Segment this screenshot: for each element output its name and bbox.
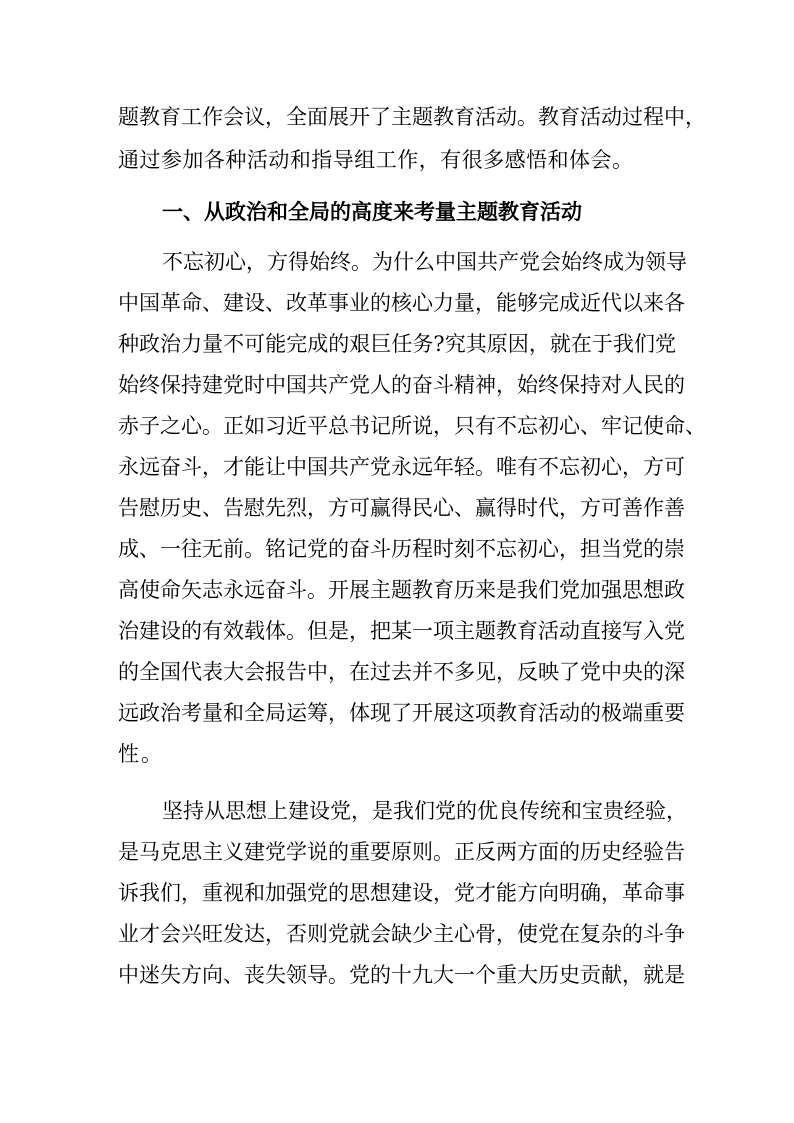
- text-line: 远政治考量和全局运筹，体现了开展这项教育活动的极端重要: [118, 701, 685, 725]
- paragraph-2-line-2: [0, 284, 794, 322]
- paragraph-2-line-4: [0, 366, 794, 404]
- text-line: 业才会兴旺发达，否则党就会缺少主心骨，使党在复杂的斗争: [118, 922, 685, 946]
- text-line: 不忘初心，方得始终。为什么中国共产党会始终成为领导: [162, 250, 687, 274]
- paragraph-3-line-1: [0, 792, 794, 830]
- paragraph-2-line-9: [0, 571, 794, 609]
- text-line: 赤子之心。正如习近平总书记所说，只有不忘初心、牢记使命、: [118, 414, 706, 438]
- paragraph-3-line-2: [0, 833, 794, 871]
- text-line: 通过参加各种活动和指导组工作，有很多感悟和体会。: [118, 148, 633, 172]
- text-line: 高使命矢志永远奋斗。开展主题教育历来是我们党加强思想政: [118, 578, 685, 602]
- paragraph-2-line-1: [0, 243, 794, 281]
- text-line: 是马克思主义建党学说的重要原则。正反两方面的历史经验告: [118, 840, 685, 864]
- paragraph-2-line-11: [0, 653, 794, 691]
- paragraph-2-line-6: [0, 448, 794, 486]
- text-line: 诉我们，重视和加强党的思想建设，党才能方向明确，革命事: [118, 881, 685, 905]
- text-line: 成、一往无前。铭记党的奋斗历程时刻不忘初心，担当党的崇: [118, 537, 685, 561]
- paragraph-3-line-5: [0, 956, 794, 994]
- text-line: 中迷失方向、丧失领导。党的十九大一个重大历史贡献，就是: [118, 963, 685, 987]
- section-heading: [0, 193, 794, 231]
- paragraph-1-line-2: [0, 141, 794, 179]
- text-line: 性。: [118, 742, 162, 766]
- text-line: 题教育工作会议，全面展开了主题教育活动。教育活动过程中，: [118, 105, 706, 129]
- heading-text: 一、从政治和全局的高度来考量主题教育活动: [162, 199, 582, 224]
- text-line: 告慰历史、告慰先烈，方可赢得民心、赢得时代，方可善作善: [118, 496, 685, 520]
- text-line: 中国革命、建设、改革事业的核心力量，能够完成近代以来各: [118, 291, 685, 315]
- paragraph-1-line-1: [0, 98, 794, 136]
- paragraph-3-line-4: [0, 915, 794, 953]
- paragraph-2-line-3: [0, 325, 794, 363]
- text-line: 的全国代表大会报告中，在过去并不多见，反映了党中央的深: [118, 660, 685, 684]
- paragraph-3-line-3: [0, 874, 794, 912]
- text-line: 始终保持建党时中国共产党人的奋斗精神，始终保持对人民的: [118, 373, 685, 397]
- text-line: 永远奋斗，才能让中国共产党永远年轻。唯有不忘初心，方可: [118, 455, 685, 479]
- paragraph-2-line-5: [0, 407, 794, 445]
- paragraph-2-line-8: [0, 530, 794, 568]
- paragraph-2-line-10: [0, 612, 794, 650]
- text-line: 坚持从思想上建设党，是我们党的优良传统和宝贵经验，: [162, 799, 687, 823]
- text-line: 种政治力量不可能完成的艰巨任务?究其原因，就在于我们党: [118, 332, 676, 356]
- paragraph-2-line-13: [0, 735, 794, 773]
- paragraph-2-line-12: [0, 694, 794, 732]
- paragraph-2-line-7: [0, 489, 794, 527]
- text-line: 治建设的有效载体。但是，把某一项主题教育活动直接写入党: [118, 619, 685, 643]
